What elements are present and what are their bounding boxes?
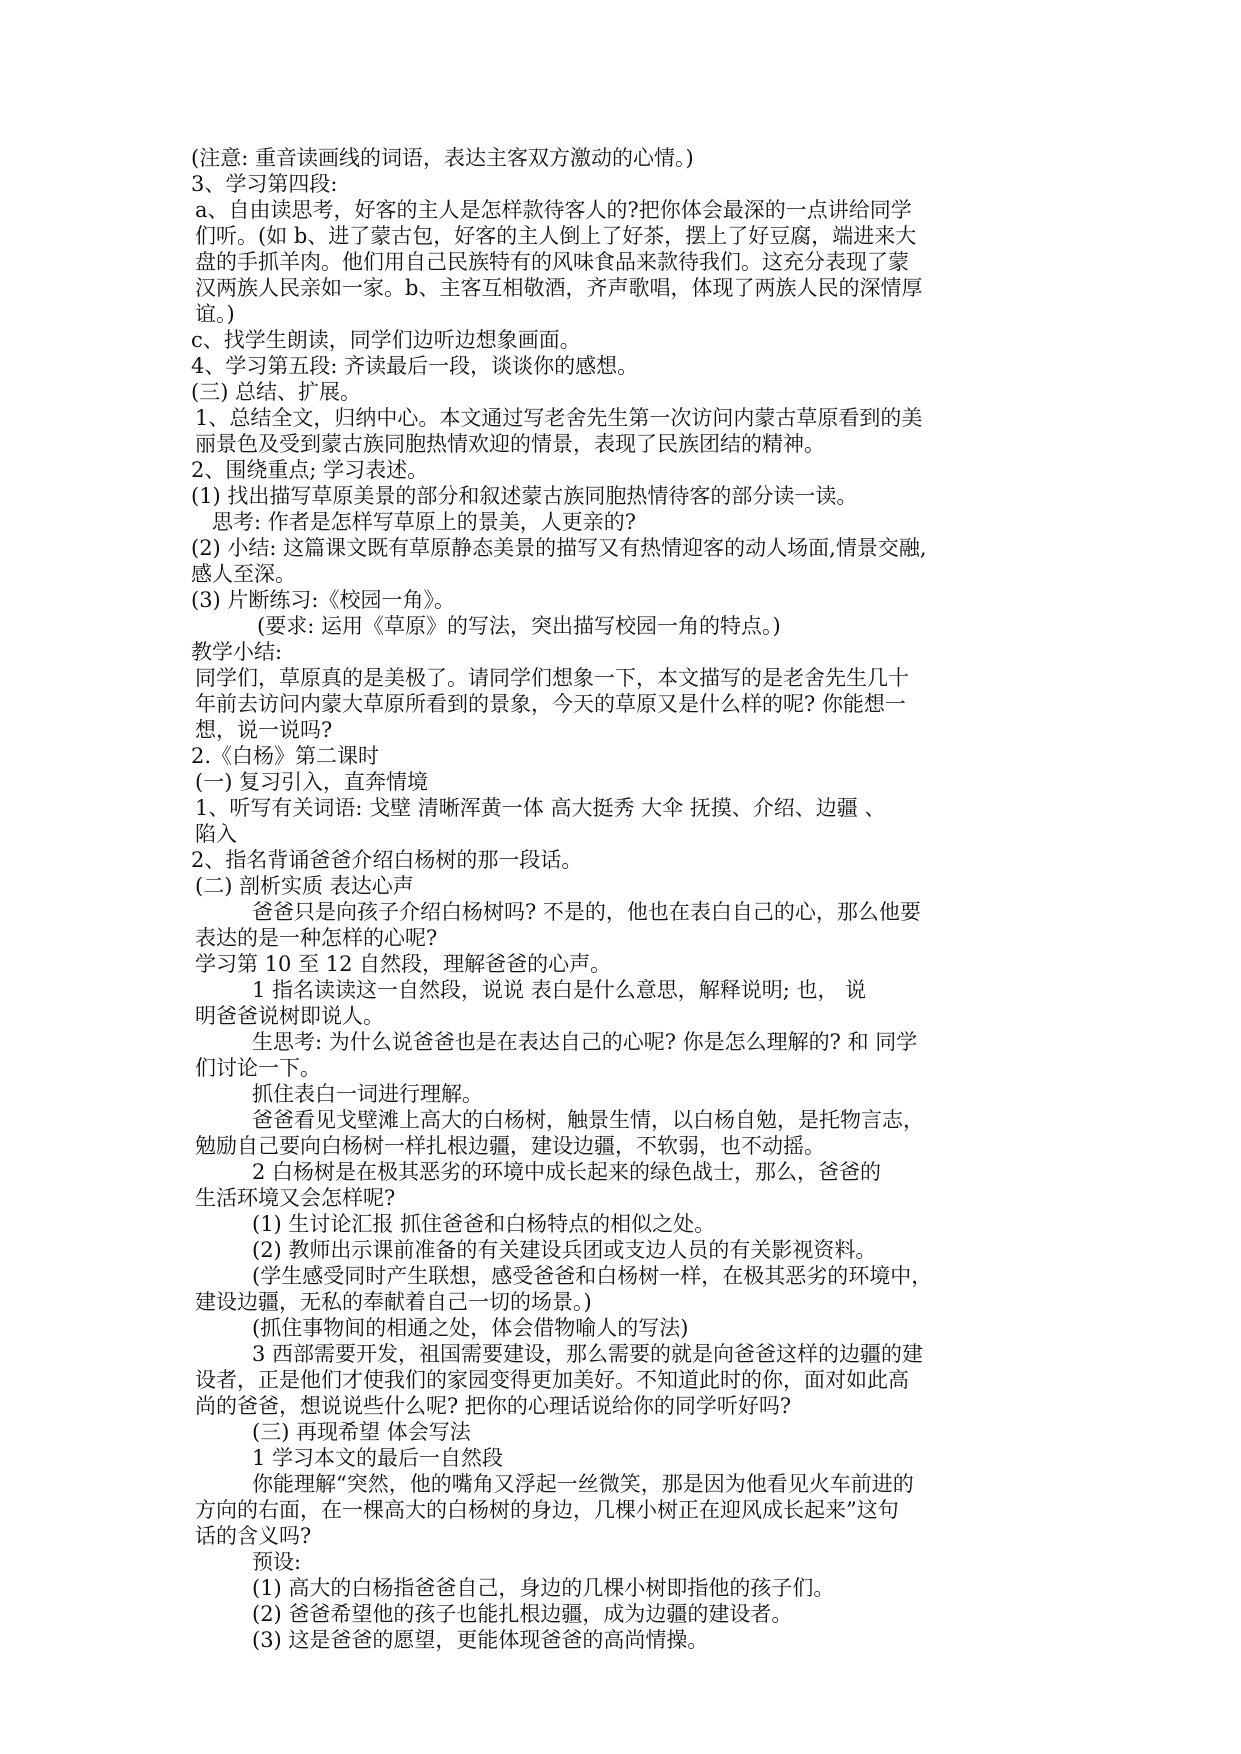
text-line: 预设:	[252, 1550, 302, 1574]
text-line: 丽景色及受到蒙古族同胞热情欢迎的情景，表现了民族团结的精神。	[195, 432, 825, 456]
text-line: (一) 复习引入，直奔情境	[195, 770, 429, 794]
text-line: 设者，正是他们才使我们的家园变得更加美好。不知道此时的你，面对如此高	[195, 1368, 909, 1392]
text-line: 明爸爸说树即说人。	[195, 1004, 384, 1028]
text-line: 们讨论一下。	[195, 1056, 321, 1080]
text-line: (1) 高大的白杨指爸爸自己，身边的几棵小树即指他的孩子们。	[252, 1576, 835, 1600]
text-line: 思考: 作者是怎样写草原上的景美，人更亲的?	[212, 510, 637, 534]
text-line: 4、学习第五段: 齐读最后一段，谈谈你的感想。	[191, 354, 639, 378]
text-line: 3、学习第四段:	[191, 172, 338, 196]
text-line: 2 白杨树是在极其恶劣的环境中成长起来的绿色战士，那么，爸爸的	[252, 1160, 882, 1184]
text-line: 3 西部需要开发，祖国需要建设，那么需要的就是向爸爸这样的边疆的建	[252, 1342, 924, 1366]
text-line: 生活环境又会怎样呢?	[195, 1186, 396, 1210]
text-line: 抓住表白一词进行理解。	[252, 1082, 483, 1106]
text-line: 谊。)	[195, 302, 235, 326]
text-line: 2、围绕重点; 学习表述。	[191, 458, 429, 482]
text-line: (三) 再现希望 体会写法	[252, 1420, 471, 1444]
text-line: 学习第 10 至 12 自然段，理解爸爸的心声。	[195, 952, 612, 976]
text-line: (抓住事物间的相通之处，体会借物喻人的写法)	[252, 1316, 689, 1340]
text-line: (2) 爸爸希望他的孩子也能扎根边疆，成为边疆的建设者。	[252, 1602, 793, 1626]
text-line: (3) 这是爸爸的愿望，更能体现爸爸的高尚情操。	[252, 1628, 709, 1652]
text-line: 爸爸看见戈壁滩上高大的白杨树，触景生情，以白杨自勉，是托物言志，	[252, 1108, 924, 1132]
text-line: (三) 总结、扩展。	[191, 380, 362, 404]
text-line: 你能理解“突然，他的嘴角又浮起一丝微笑，那是因为他看见火车前进的	[252, 1472, 914, 1496]
text-line: 1、总结全文，归纳中心。本文通过写老舍先生第一次访问内蒙古草原看到的美	[195, 406, 923, 430]
text-line: 话的含义吗?	[195, 1524, 312, 1548]
text-line: 建设边疆，无私的奉献着自己一切的场景。)	[195, 1290, 592, 1314]
text-line: 表达的是一种怎样的心呢?	[195, 926, 438, 950]
text-line: 方向的右面，在一棵高大的白杨树的身边，几棵小树正在迎风成长起来”这句	[195, 1498, 899, 1522]
text-line: 想，说一说吗?	[195, 718, 333, 742]
text-line: 爸爸只是向孩子介绍白杨树吗? 不是的，他也在表白自己的心，那么他要	[252, 900, 921, 924]
text-line: 1 学习本文的最后一自然段	[252, 1446, 504, 1470]
text-line: c、找学生朗读，同学们边听边想象画面。	[191, 328, 581, 352]
text-line: 教学小结:	[191, 640, 283, 664]
text-line: 1 指名读读这一自然段，说说 表白是什么意思，解释说明; 也， 说	[252, 978, 867, 1002]
text-line: 同学们，草原真的是美极了。请同学们想象一下，本文描写的是老舍先生几十	[195, 666, 909, 690]
text-line: (1) 生讨论汇报 抓住爸爸和白杨特点的相似之处。	[252, 1212, 716, 1236]
text-line: (2) 小结: 这篇课文既有草原静态美景的描写又有热情迎客的动人场面,情景交融,	[191, 536, 927, 560]
text-line: 生思考: 为什么说爸爸也是在表达自己的心呢? 你是怎么理解的? 和 同学	[252, 1030, 918, 1054]
text-line: 2、指名背诵爸爸介绍白杨树的那一段话。	[191, 848, 583, 872]
text-line: 1、听写有关词语: 戈壁 清晰浑黄一体 高大挺秀 大伞 抚摸、介绍、边疆 、	[195, 796, 886, 820]
text-line: 盘的手抓羊肉。他们用自己民族特有的风味食品来款待我们。这充分表现了蒙	[195, 250, 909, 274]
text-line: a、自由读思考，好客的主人是怎样款待客人的?把你体会最深的一点讲给同学	[195, 198, 912, 222]
text-line: (2) 教师出示课前准备的有关建设兵团或支边人员的有关影视资料。	[252, 1238, 877, 1262]
text-line: (1) 找出描写草原美景的部分和叙述蒙古族同胞热情待客的部分读一读。	[191, 484, 858, 508]
text-line: 汉两族人民亲如一家。b、主客互相敬酒，齐声歌唱，体现了两族人民的深情厚	[195, 276, 923, 300]
text-line: (要求: 运用《草原》的写法，突出描写校园一角的特点。)	[257, 614, 781, 638]
text-line: 尚的爸爸，想说说些什么呢? 把你的心理话说给你的同学听好吗?	[195, 1394, 792, 1418]
text-line: 陷入	[195, 822, 237, 846]
text-line: 年前去访问内蒙大草原所看到的景象，今天的草原又是什么样的呢? 你能想一	[195, 692, 906, 716]
text-line: 感人至深。	[191, 562, 296, 586]
text-line: (3) 片断练习:《校园一角》。	[191, 588, 455, 612]
text-line: (二) 剖析实质 表达心声	[195, 874, 414, 898]
text-line: (学生感受同时产生联想，感受爸爸和白杨树一样，在极其恶劣的环境中，	[252, 1264, 933, 1288]
text-line: 勉励自己要向白杨树一样扎根边疆，建设边疆，不软弱，也不动摇。	[195, 1134, 825, 1158]
text-line: 们听。(如 b、进了蒙古包，好客的主人倒上了好茶，摆上了好豆腐，端进来大	[195, 224, 917, 248]
text-line: 2.《白杨》第二课时	[191, 744, 380, 768]
text-line: (注意: 重音读画线的词语，表达主客双方激动的心情。)	[191, 146, 694, 170]
